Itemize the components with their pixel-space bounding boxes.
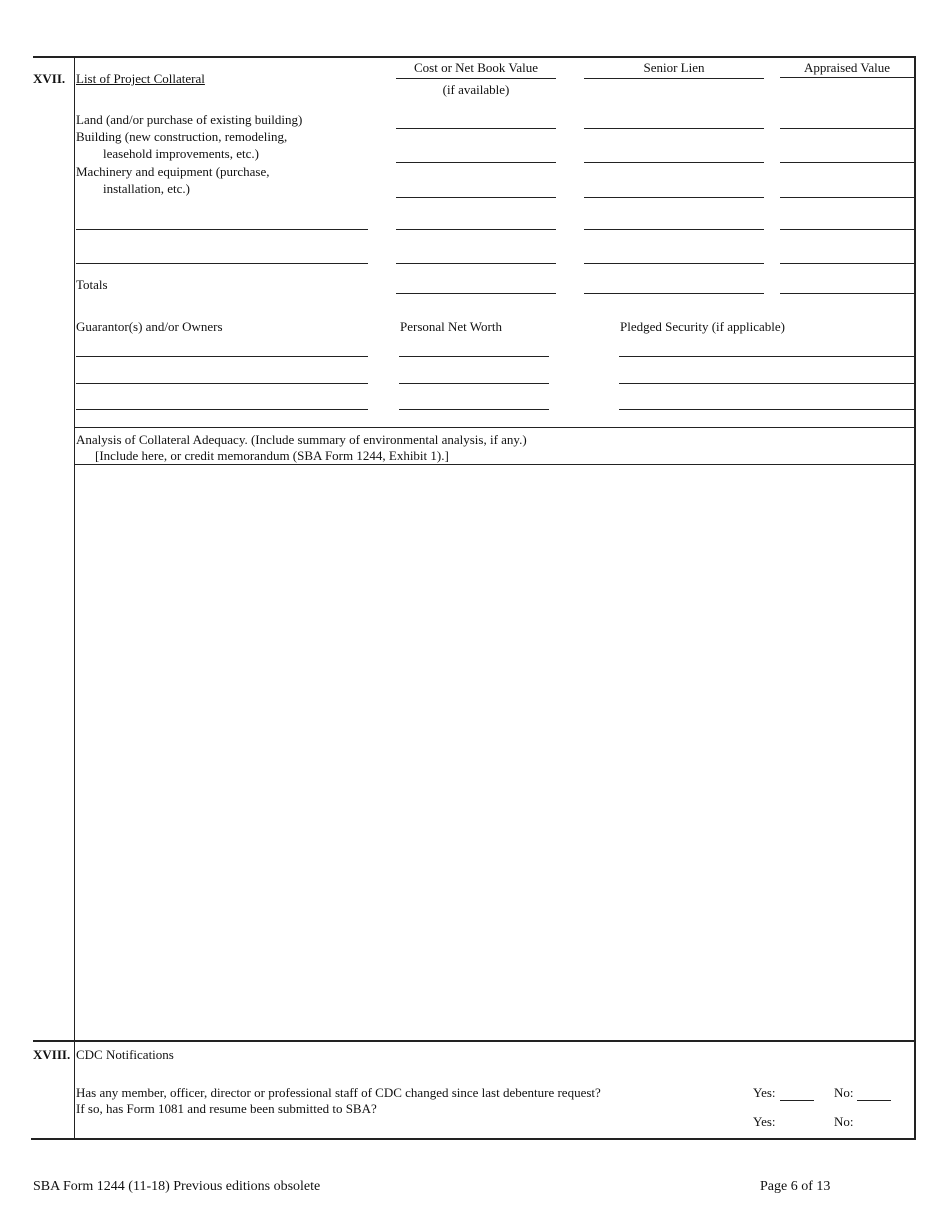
land-cost-field[interactable] [396,128,556,129]
guarantor3-pledged-field[interactable] [619,409,915,410]
analysis-heading: Analysis of Collateral Adequacy. (Include summary of environmental analysis, if any.) [76,432,527,447]
land-appraised-field[interactable] [780,128,914,129]
bottom-border [31,1138,916,1140]
other2-lien-field[interactable] [584,263,764,264]
question-form1081-submitted: If so, has Form 1081 and resume been submitted to SBA? [76,1101,377,1116]
q2-no-label: No: [834,1114,854,1129]
item-building-label: Building (new construction, remodeling, [76,129,288,144]
section18-number: XVIII. [33,1047,71,1062]
footer-form-id: SBA Form 1244 (11-18) Previous editions obsolete [33,1179,321,1194]
q1-yes-label: Yes: [753,1085,776,1100]
building-cost-field[interactable] [396,162,556,163]
machinery-lien-field[interactable] [584,197,764,198]
section18-top-border [33,1040,916,1042]
pledged-label: Pledged Security (if applicable) [620,319,785,334]
q1-yes-field[interactable] [780,1100,814,1101]
machinery-cost-field[interactable] [396,197,556,198]
land-lien-field[interactable] [584,128,764,129]
q2-yes-label: Yes: [753,1114,776,1129]
guarantor3-networth-field[interactable] [399,409,549,410]
lien-header-underline [584,78,764,79]
guarantors-label: Guarantor(s) and/or Owners [76,319,223,334]
building-appraised-field[interactable] [780,162,914,163]
totals-cost-field[interactable] [396,293,556,294]
guarantor2-pledged-field[interactable] [619,383,915,384]
right-border [914,57,916,1140]
analysis-subheading: [Include here, or credit memorandum (SBA Form 1244, Exhibit 1).] [95,448,449,463]
analysis-top-rule [75,427,915,428]
cost-column-subheader: (if available) [442,82,510,97]
totals-appraised-field[interactable] [780,293,914,294]
other1-appraised-field[interactable] [780,229,914,230]
appraised-header-underline [780,77,914,78]
item-land-label: Land (and/or purchase of existing building) [76,112,303,127]
totals-lien-field[interactable] [584,293,764,294]
guarantor1-name-field[interactable] [76,356,368,357]
other2-label-field[interactable] [76,263,368,264]
totals-label: Totals [76,277,108,292]
appraised-column-header: Appraised Value [803,60,891,75]
q2-no-field[interactable] [857,1114,891,1130]
section17-number: XVII. [33,71,66,86]
guarantor3-name-field[interactable] [76,409,368,410]
cost-header-underline [396,78,556,79]
guarantor1-pledged-field[interactable] [619,356,915,357]
q2-yes-field[interactable] [780,1114,814,1130]
top-border [33,56,916,58]
lien-column-header: Senior Lien [643,60,705,75]
other2-appraised-field[interactable] [780,263,914,264]
analysis-bottom-rule [75,464,915,465]
guarantor2-name-field[interactable] [76,383,368,384]
q1-no-label: No: [834,1085,854,1100]
q1-no-field[interactable] [857,1100,891,1101]
other2-cost-field[interactable] [396,263,556,264]
item-building-label-cont: leasehold improvements, etc.) [103,146,259,161]
item-machinery-label-cont: installation, etc.) [103,181,191,196]
other1-lien-field[interactable] [584,229,764,230]
cost-column-header: Cost or Net Book Value [414,60,538,75]
question-staff-changed: Has any member, officer, director or professional staff of CDC changed since last debenture request? [76,1085,601,1100]
footer-page-number: Page 6 of 13 [760,1179,831,1194]
section18-title: CDC Notifications [76,1047,174,1062]
machinery-appraised-field[interactable] [780,197,914,198]
building-lien-field[interactable] [584,162,764,163]
analysis-text-area[interactable] [76,466,913,1038]
other1-label-field[interactable] [76,229,368,230]
guarantor1-networth-field[interactable] [399,356,549,357]
left-column-divider [74,57,75,1140]
other1-cost-field[interactable] [396,229,556,230]
guarantor2-networth-field[interactable] [399,383,549,384]
section17-title: List of Project Collateral [76,71,205,86]
item-machinery-label: Machinery and equipment (purchase, [76,164,270,179]
networth-label: Personal Net Worth [400,319,502,334]
